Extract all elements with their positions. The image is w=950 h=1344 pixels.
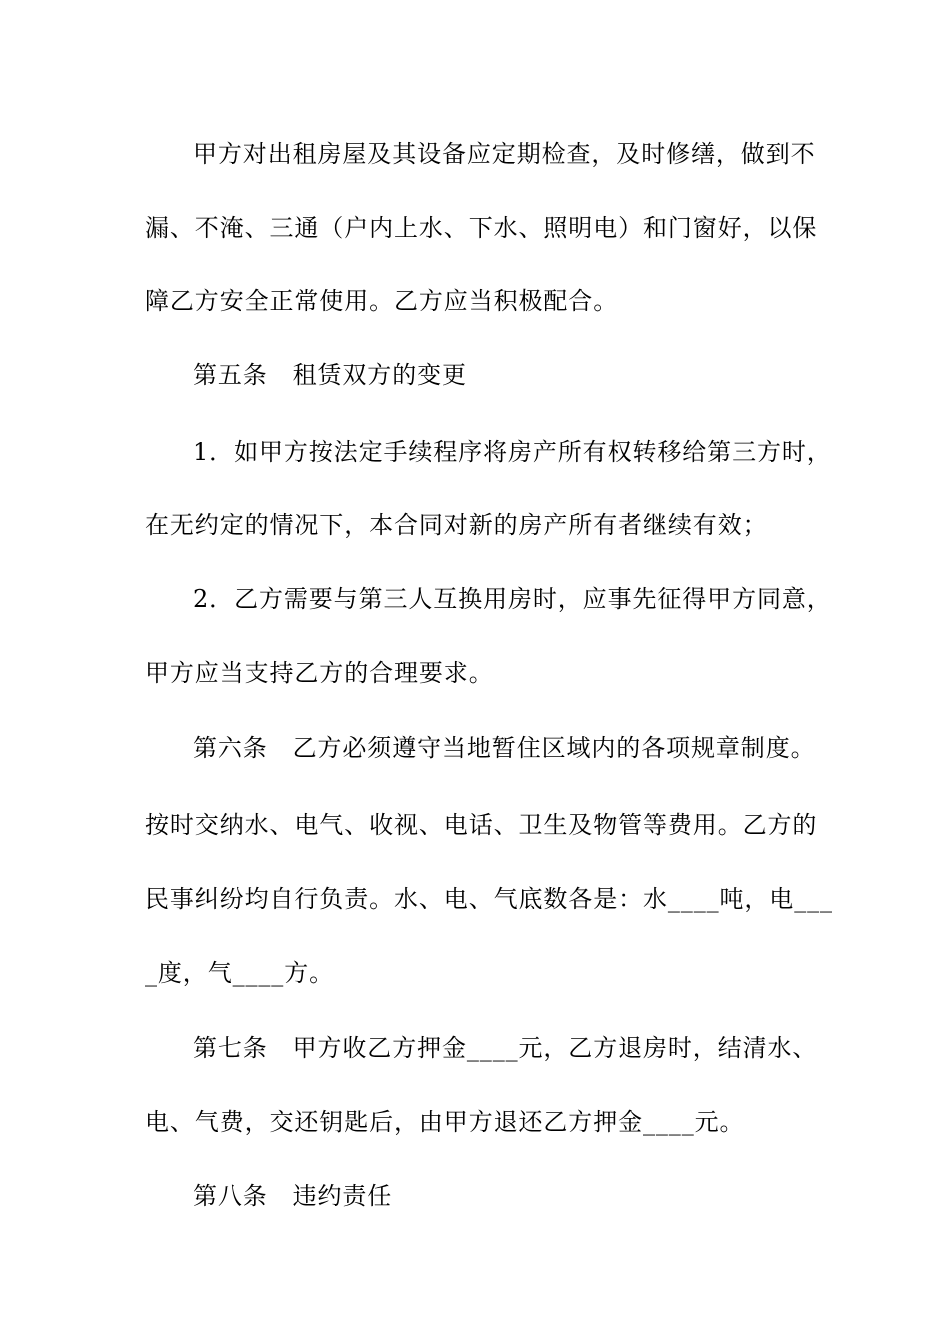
paragraph-line: 甲方对出租房屋及其设备应定期检查，及时修缮，做到不: [193, 140, 816, 168]
paragraph-line: 电、气费，交还钥匙后，由甲方退还乙方押金____元。: [145, 1108, 745, 1136]
paragraph-line: 民事纠纷均自行负责。水、电、气底数各是：水____吨，电___: [145, 885, 833, 913]
paragraph-line: 漏、不淹、三通（户内上水、下水、照明电）和门窗好，以保: [145, 214, 818, 242]
article-heading: 第七条 甲方收乙方押金____元，乙方退房时，结清水、: [193, 1034, 818, 1062]
article-heading: 第六条 乙方必须遵守当地暂住区域内的各项规章制度。: [193, 734, 816, 762]
article-heading: 第八条 违约责任: [193, 1182, 393, 1210]
paragraph-line: 在无约定的情况下，本合同对新的房产所有者继续有效；: [145, 511, 768, 539]
paragraph-line: 甲方应当支持乙方的合理要求。: [145, 659, 494, 687]
paragraph-line: 障乙方安全正常使用。乙方应当积极配合。: [145, 287, 619, 315]
paragraph-line: _度，气____方。: [145, 959, 334, 987]
paragraph-line: 2．乙方需要与第三人互换用房时，应事先征得甲方同意，: [193, 585, 832, 613]
paragraph-line: 1．如甲方按法定手续程序将房产所有权转移给第三方时，: [193, 438, 832, 466]
paragraph-line: 按时交纳水、电气、收视、电话、卫生及物管等费用。乙方的: [145, 811, 818, 839]
article-heading: 第五条 租赁双方的变更: [193, 361, 467, 389]
